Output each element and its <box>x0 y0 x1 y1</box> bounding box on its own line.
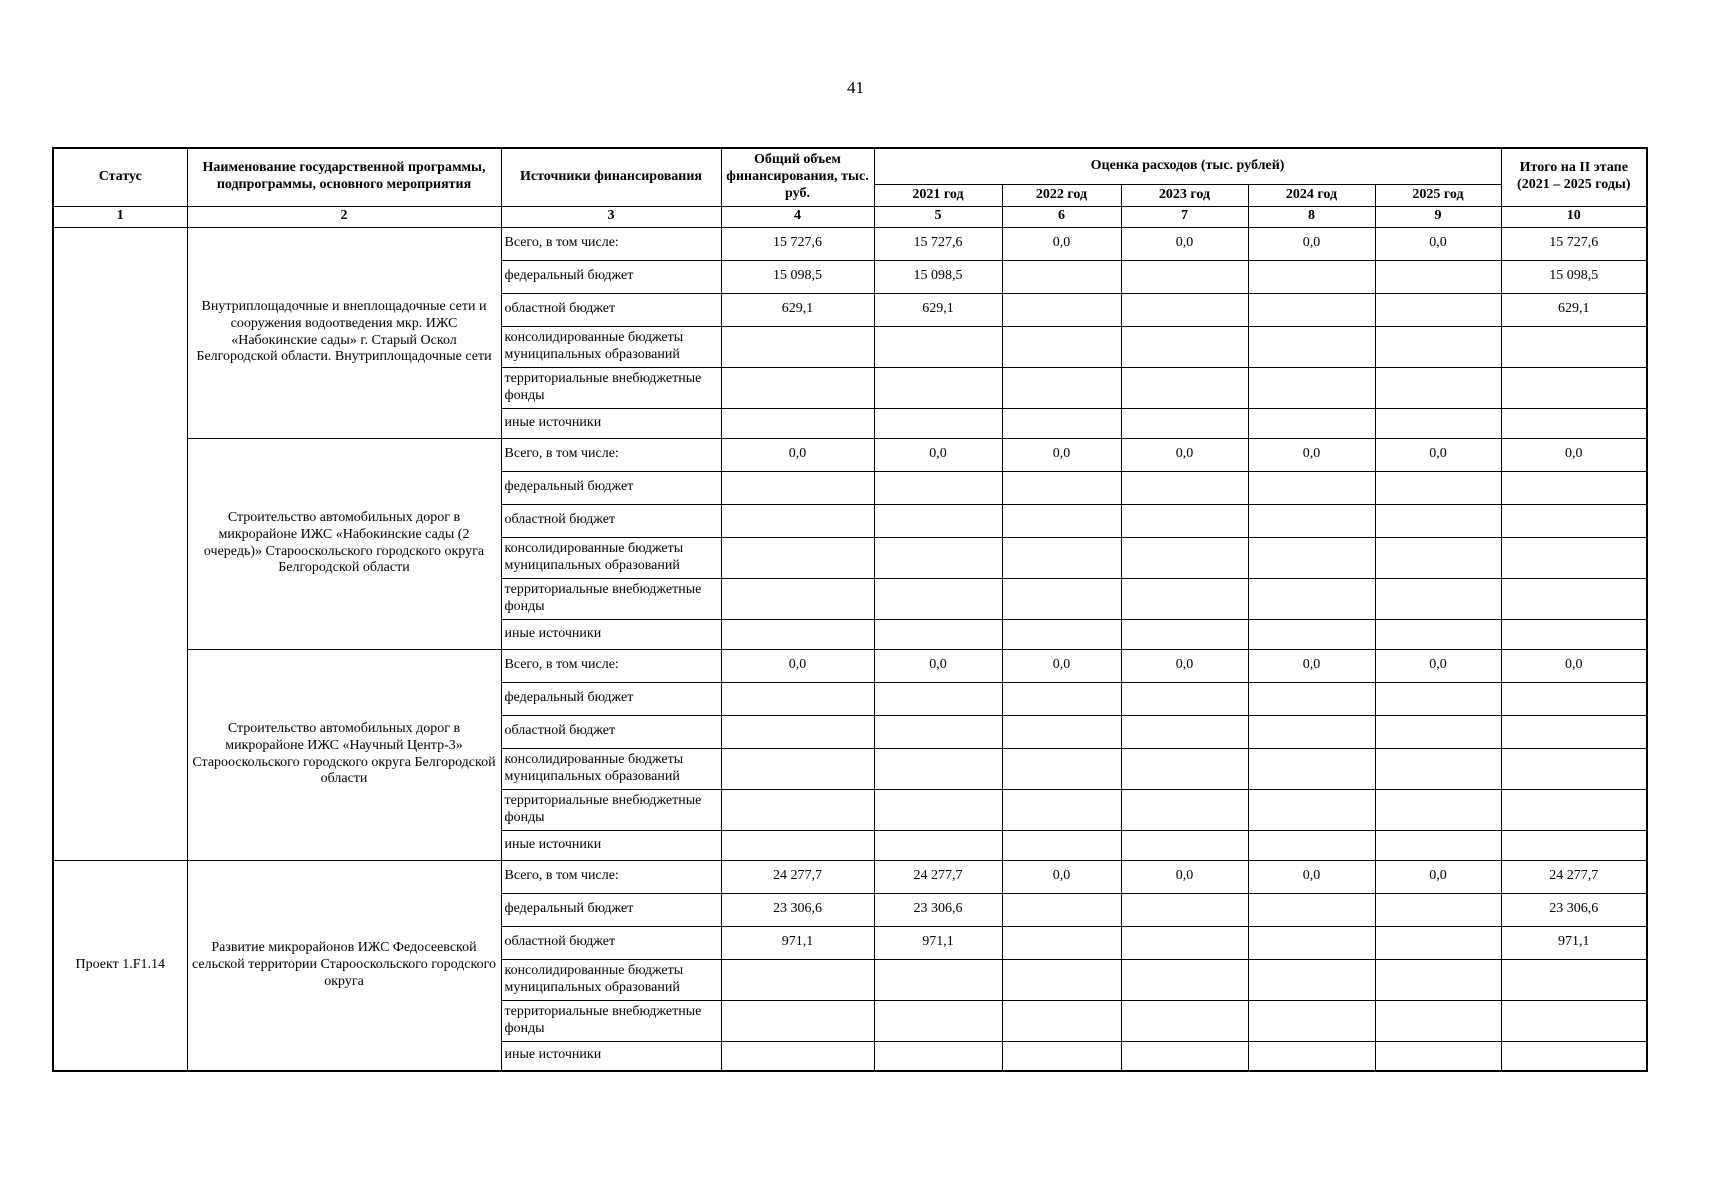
total-amount-cell <box>721 326 874 367</box>
year-amount-cell <box>1248 959 1375 1000</box>
stage-total-cell <box>1501 504 1647 537</box>
year-amount-cell <box>1121 789 1248 830</box>
stage-total-cell: 629,1 <box>1501 293 1647 326</box>
year-amount-cell <box>1002 367 1121 408</box>
funding-source-cell: консолидированные бюджеты муниципальных образований <box>501 326 721 367</box>
year-amount-cell <box>1375 408 1501 438</box>
funding-source-cell: иные источники <box>501 619 721 649</box>
year-amount-cell <box>1375 260 1501 293</box>
total-amount-cell <box>721 578 874 619</box>
year-amount-cell: 0,0 <box>1248 860 1375 893</box>
column-number: 3 <box>501 206 721 227</box>
stage-total-cell <box>1501 578 1647 619</box>
year-amount-cell: 0,0 <box>1248 227 1375 260</box>
stage-total-cell: 15 727,6 <box>1501 227 1647 260</box>
funding-source-cell: федеральный бюджет <box>501 471 721 504</box>
year-amount-cell: 0,0 <box>1248 649 1375 682</box>
stage-total-cell: 24 277,7 <box>1501 860 1647 893</box>
year-amount-cell <box>874 367 1002 408</box>
year-amount-cell: 0,0 <box>1121 227 1248 260</box>
year-amount-cell <box>1248 326 1375 367</box>
header-status: Статус <box>53 148 187 206</box>
year-amount-cell <box>1121 926 1248 959</box>
year-amount-cell <box>1121 260 1248 293</box>
year-amount-cell <box>874 408 1002 438</box>
funding-source-cell: областной бюджет <box>501 504 721 537</box>
year-amount-cell <box>1002 578 1121 619</box>
total-amount-cell <box>721 748 874 789</box>
year-amount-cell: 0,0 <box>1002 649 1121 682</box>
status-cell <box>53 227 187 860</box>
year-amount-cell <box>1248 471 1375 504</box>
column-number: 9 <box>1375 206 1501 227</box>
year-amount-cell <box>1375 619 1501 649</box>
year-amount-cell <box>1121 1041 1248 1071</box>
stage-total-cell <box>1501 408 1647 438</box>
total-amount-cell <box>721 682 874 715</box>
total-amount-cell: 23 306,6 <box>721 893 874 926</box>
total-amount-cell <box>721 789 874 830</box>
funding-source-cell: территориальные внебюджетные фонды <box>501 1000 721 1041</box>
header-year: 2021 год <box>874 184 1002 206</box>
year-amount-cell <box>1375 326 1501 367</box>
year-amount-cell: 971,1 <box>874 926 1002 959</box>
year-amount-cell <box>1375 715 1501 748</box>
year-amount-cell <box>1248 408 1375 438</box>
year-amount-cell <box>1375 1041 1501 1071</box>
year-amount-cell <box>874 537 1002 578</box>
total-amount-cell <box>721 959 874 1000</box>
column-number: 4 <box>721 206 874 227</box>
year-amount-cell <box>1121 1000 1248 1041</box>
total-amount-cell <box>721 537 874 578</box>
header-total: Общий объем финансирования, тыс. руб. <box>721 148 874 206</box>
year-amount-cell <box>1002 748 1121 789</box>
header-stage-total: Итого на II этапе (2021 – 2025 годы) <box>1501 148 1647 206</box>
year-amount-cell <box>1002 1041 1121 1071</box>
header-year: 2022 год <box>1002 184 1121 206</box>
year-amount-cell <box>874 326 1002 367</box>
year-amount-cell <box>1121 408 1248 438</box>
year-amount-cell <box>1248 504 1375 537</box>
year-amount-cell <box>1375 537 1501 578</box>
year-amount-cell: 15 098,5 <box>874 260 1002 293</box>
funding-source-cell: территориальные внебюджетные фонды <box>501 789 721 830</box>
total-amount-cell <box>721 830 874 860</box>
funding-source-cell: Всего, в том числе: <box>501 227 721 260</box>
funding-source-cell: Всего, в том числе: <box>501 860 721 893</box>
column-number: 5 <box>874 206 1002 227</box>
funding-source-cell: консолидированные бюджеты муниципальных образований <box>501 748 721 789</box>
stage-total-cell: 0,0 <box>1501 649 1647 682</box>
column-number: 6 <box>1002 206 1121 227</box>
stage-total-cell: 23 306,6 <box>1501 893 1647 926</box>
page-number: 41 <box>847 78 864 97</box>
table-row <box>53 438 1647 471</box>
year-amount-cell <box>874 682 1002 715</box>
year-amount-cell <box>1248 926 1375 959</box>
year-amount-cell <box>1248 830 1375 860</box>
year-amount-cell: 0,0 <box>1002 438 1121 471</box>
year-amount-cell <box>1002 926 1121 959</box>
header-year: 2023 год <box>1121 184 1248 206</box>
stage-total-cell <box>1501 619 1647 649</box>
stage-total-cell: 15 098,5 <box>1501 260 1647 293</box>
year-amount-cell <box>1375 959 1501 1000</box>
program-name-cell: Строительство автомобильных дорог в микрорайоне ИЖС «Научный Центр-3» Старооскольского городского округа Белгородской области <box>187 649 501 860</box>
funding-source-cell: областной бюджет <box>501 926 721 959</box>
year-amount-cell <box>1375 1000 1501 1041</box>
year-amount-cell <box>874 789 1002 830</box>
year-amount-cell: 0,0 <box>1121 649 1248 682</box>
year-amount-cell: 24 277,7 <box>874 860 1002 893</box>
year-amount-cell <box>1121 959 1248 1000</box>
year-amount-cell <box>1248 1041 1375 1071</box>
year-amount-cell <box>874 504 1002 537</box>
total-amount-cell: 15 727,6 <box>721 227 874 260</box>
year-amount-cell <box>1121 367 1248 408</box>
total-amount-cell <box>721 1041 874 1071</box>
year-amount-cell <box>1002 715 1121 748</box>
year-amount-cell: 629,1 <box>874 293 1002 326</box>
year-amount-cell <box>1375 789 1501 830</box>
table-row <box>53 860 1647 893</box>
year-amount-cell <box>1002 293 1121 326</box>
year-amount-cell <box>1248 715 1375 748</box>
total-amount-cell <box>721 619 874 649</box>
year-amount-cell <box>874 959 1002 1000</box>
year-amount-cell <box>1002 408 1121 438</box>
year-amount-cell <box>1002 260 1121 293</box>
year-amount-cell <box>1121 293 1248 326</box>
year-amount-cell: 0,0 <box>1375 438 1501 471</box>
funding-source-cell: иные источники <box>501 408 721 438</box>
header-source: Источники финансирования <box>501 148 721 206</box>
year-amount-cell <box>1375 367 1501 408</box>
year-amount-cell <box>1002 537 1121 578</box>
year-amount-cell <box>1248 748 1375 789</box>
stage-total-cell <box>1501 682 1647 715</box>
year-amount-cell: 0,0 <box>1375 227 1501 260</box>
stage-total-cell <box>1501 367 1647 408</box>
year-amount-cell <box>1375 830 1501 860</box>
funding-source-cell: иные источники <box>501 830 721 860</box>
year-amount-cell <box>1121 326 1248 367</box>
year-amount-cell <box>1248 789 1375 830</box>
year-amount-cell: 0,0 <box>1002 860 1121 893</box>
year-amount-cell <box>1002 959 1121 1000</box>
funding-source-cell: федеральный бюджет <box>501 260 721 293</box>
year-amount-cell: 0,0 <box>1002 227 1121 260</box>
stage-total-cell <box>1501 748 1647 789</box>
year-amount-cell <box>1002 830 1121 860</box>
header-estimate: Оценка расходов (тыс. рублей) <box>874 148 1501 184</box>
year-amount-cell <box>874 1000 1002 1041</box>
year-amount-cell: 0,0 <box>1375 649 1501 682</box>
year-amount-cell <box>1121 471 1248 504</box>
total-amount-cell: 15 098,5 <box>721 260 874 293</box>
year-amount-cell <box>1002 619 1121 649</box>
year-amount-cell <box>1248 893 1375 926</box>
financing-table <box>52 147 1648 1072</box>
year-amount-cell <box>874 471 1002 504</box>
total-amount-cell: 0,0 <box>721 438 874 471</box>
year-amount-cell <box>874 619 1002 649</box>
year-amount-cell <box>1002 1000 1121 1041</box>
year-amount-cell <box>1121 715 1248 748</box>
funding-source-cell: федеральный бюджет <box>501 893 721 926</box>
program-name-cell: Внутриплощадочные и внеплощадочные сети и сооружения водоотведения мкр. ИЖС «Набокинские сады» г. Старый Оскол Белгородской области. Внутриплощадочные сети <box>187 227 501 438</box>
year-amount-cell <box>1121 578 1248 619</box>
funding-source-cell: Всего, в том числе: <box>501 649 721 682</box>
stage-total-cell <box>1501 959 1647 1000</box>
table-row <box>53 649 1647 682</box>
year-amount-cell <box>1248 260 1375 293</box>
year-amount-cell: 0,0 <box>1248 438 1375 471</box>
year-amount-cell <box>1375 926 1501 959</box>
stage-total-cell: 971,1 <box>1501 926 1647 959</box>
status-cell: Проект 1.F1.14 <box>53 860 187 1071</box>
stage-total-cell: 0,0 <box>1501 438 1647 471</box>
stage-total-cell <box>1501 326 1647 367</box>
year-amount-cell <box>1248 293 1375 326</box>
stage-total-cell <box>1501 471 1647 504</box>
year-amount-cell <box>1002 471 1121 504</box>
funding-source-cell: консолидированные бюджеты муниципальных образований <box>501 537 721 578</box>
header-year: 2024 год <box>1248 184 1375 206</box>
funding-source-cell: территориальные внебюджетные фонды <box>501 367 721 408</box>
funding-source-cell: областной бюджет <box>501 715 721 748</box>
total-amount-cell: 24 277,7 <box>721 860 874 893</box>
total-amount-cell: 0,0 <box>721 649 874 682</box>
year-amount-cell <box>874 578 1002 619</box>
year-amount-cell <box>1121 748 1248 789</box>
total-amount-cell: 629,1 <box>721 293 874 326</box>
column-number: 1 <box>53 206 187 227</box>
column-number: 2 <box>187 206 501 227</box>
year-amount-cell <box>1248 1000 1375 1041</box>
year-amount-cell <box>1375 471 1501 504</box>
year-amount-cell <box>1248 578 1375 619</box>
funding-source-cell: консолидированные бюджеты муниципальных образований <box>501 959 721 1000</box>
stage-total-cell <box>1501 1000 1647 1041</box>
year-amount-cell <box>1248 537 1375 578</box>
year-amount-cell <box>1375 893 1501 926</box>
header-name: Наименование государственной программы, подпрограммы, основного мероприятия <box>187 148 501 206</box>
stage-total-cell <box>1501 1041 1647 1071</box>
year-amount-cell <box>1375 748 1501 789</box>
year-amount-cell <box>1121 682 1248 715</box>
year-amount-cell <box>1375 504 1501 537</box>
year-amount-cell <box>874 1041 1002 1071</box>
column-number: 8 <box>1248 206 1375 227</box>
year-amount-cell <box>1002 789 1121 830</box>
funding-source-cell: областной бюджет <box>501 293 721 326</box>
year-amount-cell: 0,0 <box>1375 860 1501 893</box>
year-amount-cell: 0,0 <box>1121 438 1248 471</box>
table-row <box>53 227 1647 260</box>
year-amount-cell <box>1248 619 1375 649</box>
year-amount-cell <box>1121 504 1248 537</box>
year-amount-cell <box>1248 367 1375 408</box>
funding-source-cell: территориальные внебюджетные фонды <box>501 578 721 619</box>
year-amount-cell <box>874 830 1002 860</box>
total-amount-cell <box>721 504 874 537</box>
year-amount-cell <box>1121 537 1248 578</box>
year-amount-cell <box>1002 504 1121 537</box>
year-amount-cell <box>1375 293 1501 326</box>
total-amount-cell <box>721 367 874 408</box>
year-amount-cell: 23 306,6 <box>874 893 1002 926</box>
header-year: 2025 год <box>1375 184 1501 206</box>
year-amount-cell <box>1248 682 1375 715</box>
funding-source-cell: федеральный бюджет <box>501 682 721 715</box>
year-amount-cell <box>874 748 1002 789</box>
year-amount-cell <box>1121 893 1248 926</box>
total-amount-cell <box>721 471 874 504</box>
table-body <box>53 227 1647 1071</box>
funding-source-cell: Всего, в том числе: <box>501 438 721 471</box>
stage-total-cell <box>1501 715 1647 748</box>
funding-source-cell: иные источники <box>501 1041 721 1071</box>
column-number: 10 <box>1501 206 1647 227</box>
total-amount-cell <box>721 715 874 748</box>
year-amount-cell <box>1002 893 1121 926</box>
total-amount-cell: 971,1 <box>721 926 874 959</box>
year-amount-cell: 0,0 <box>874 649 1002 682</box>
year-amount-cell <box>1375 682 1501 715</box>
year-amount-cell <box>1002 682 1121 715</box>
column-number: 7 <box>1121 206 1248 227</box>
year-amount-cell <box>874 715 1002 748</box>
year-amount-cell: 0,0 <box>1121 860 1248 893</box>
year-amount-cell <box>1121 830 1248 860</box>
year-amount-cell <box>1375 578 1501 619</box>
total-amount-cell <box>721 1000 874 1041</box>
year-amount-cell: 0,0 <box>874 438 1002 471</box>
year-amount-cell: 15 727,6 <box>874 227 1002 260</box>
program-name-cell: Развитие микрорайонов ИЖС Федосеевской сельской территории Старооскольского городского округа <box>187 860 501 1071</box>
year-amount-cell <box>1121 619 1248 649</box>
stage-total-cell <box>1501 537 1647 578</box>
program-name-cell: Строительство автомобильных дорог в микрорайоне ИЖС «Набокинские сады (2 очередь)» Старооскольского городского округа Белгородской области <box>187 438 501 649</box>
total-amount-cell <box>721 408 874 438</box>
year-amount-cell <box>1002 326 1121 367</box>
stage-total-cell <box>1501 789 1647 830</box>
stage-total-cell <box>1501 830 1647 860</box>
